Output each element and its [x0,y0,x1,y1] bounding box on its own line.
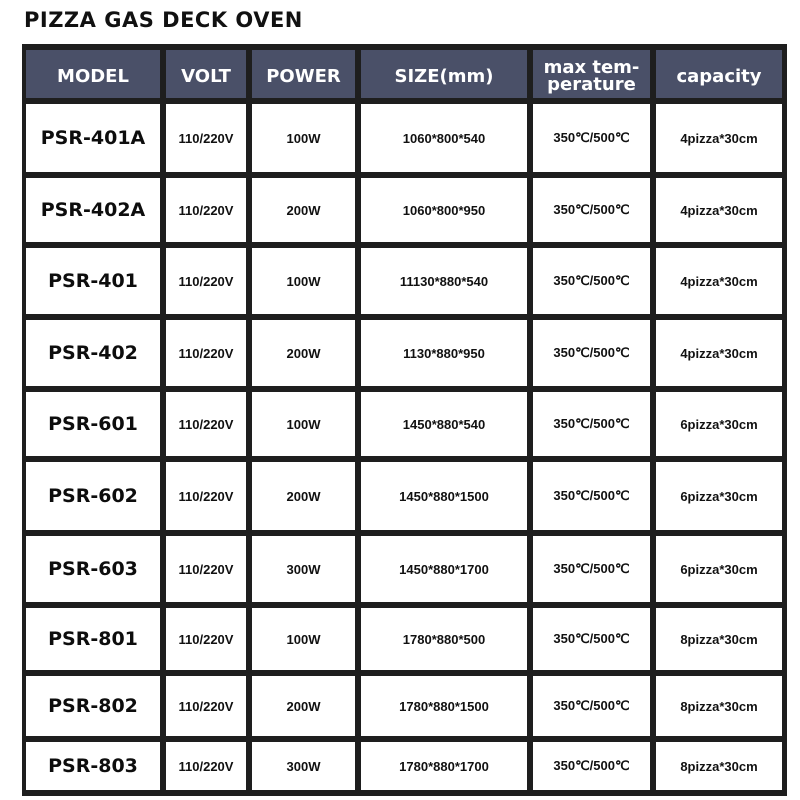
cell-max-temperature: 350℃/500℃ [533,608,650,670]
cell-size: 1060*800*540 [361,104,527,172]
cell-capacity: 4pizza*30cm [656,178,782,242]
cell-volt: 110/220V [166,462,246,530]
cell-size: 1780*880*500 [361,608,527,670]
cell-capacity: 6pizza*30cm [656,462,782,530]
cell-size: 1780*880*1700 [361,742,527,790]
cell-power: 300W [252,742,355,790]
cell-volt: 110/220V [166,178,246,242]
spec-table [22,44,787,796]
cell-size: 1060*800*950 [361,178,527,242]
cell-volt: 110/220V [166,608,246,670]
cell-power: 200W [252,462,355,530]
cell-model: PSR-601 [26,392,160,456]
cell-size: 11130*880*540 [361,248,527,314]
cell-capacity: 4pizza*30cm [656,104,782,172]
cell-power: 100W [252,392,355,456]
cell-volt: 110/220V [166,742,246,790]
cell-capacity: 6pizza*30cm [656,392,782,456]
cell-max-temperature: 350℃/500℃ [533,178,650,242]
cell-volt: 110/220V [166,248,246,314]
cell-capacity: 8pizza*30cm [656,742,782,790]
cell-max-temperature: 350℃/500℃ [533,392,650,456]
header-size: SIZE(mm) [361,50,527,98]
cell-capacity: 4pizza*30cm [656,248,782,314]
cell-volt: 110/220V [166,104,246,172]
cell-model: PSR-603 [26,536,160,602]
cell-max-temperature: 350℃/500℃ [533,248,650,314]
cell-capacity: 4pizza*30cm [656,320,782,386]
cell-power: 100W [252,248,355,314]
cell-max-temperature: 350℃/500℃ [533,320,650,386]
cell-model: PSR-602 [26,462,160,530]
cell-power: 300W [252,536,355,602]
cell-model: PSR-803 [26,742,160,790]
cell-size: 1780*880*1500 [361,676,527,736]
header-power: POWER [252,50,355,98]
cell-power: 100W [252,608,355,670]
cell-size: 1130*880*950 [361,320,527,386]
cell-model: PSR-402 [26,320,160,386]
cell-power: 100W [252,104,355,172]
cell-capacity: 8pizza*30cm [656,676,782,736]
cell-max-temperature: 350℃/500℃ [533,676,650,736]
cell-volt: 110/220V [166,320,246,386]
header-model: MODEL [26,50,160,98]
cell-size: 1450*880*1500 [361,462,527,530]
header-capacity: capacity [656,50,782,98]
cell-size: 1450*880*1700 [361,536,527,602]
header-volt: VOLT [166,50,246,98]
cell-model: PSR-401 [26,248,160,314]
cell-model: PSR-402A [26,178,160,242]
cell-max-temperature: 350℃/500℃ [533,462,650,530]
cell-volt: 110/220V [166,536,246,602]
cell-power: 200W [252,676,355,736]
cell-size: 1450*880*540 [361,392,527,456]
cell-power: 200W [252,178,355,242]
cell-model: PSR-802 [26,676,160,736]
cell-max-temperature: 350℃/500℃ [533,536,650,602]
cell-volt: 110/220V [166,392,246,456]
cell-capacity: 8pizza*30cm [656,608,782,670]
cell-model: PSR-401A [26,104,160,172]
cell-capacity: 6pizza*30cm [656,536,782,602]
cell-model: PSR-801 [26,608,160,670]
cell-max-temperature: 350℃/500℃ [533,742,650,790]
cell-volt: 110/220V [166,676,246,736]
page-title: PIZZA GAS DECK OVEN [24,8,303,32]
cell-power: 200W [252,320,355,386]
cell-max-temperature: 350℃/500℃ [533,104,650,172]
header-max-temperature: max tem- perature [533,50,650,98]
